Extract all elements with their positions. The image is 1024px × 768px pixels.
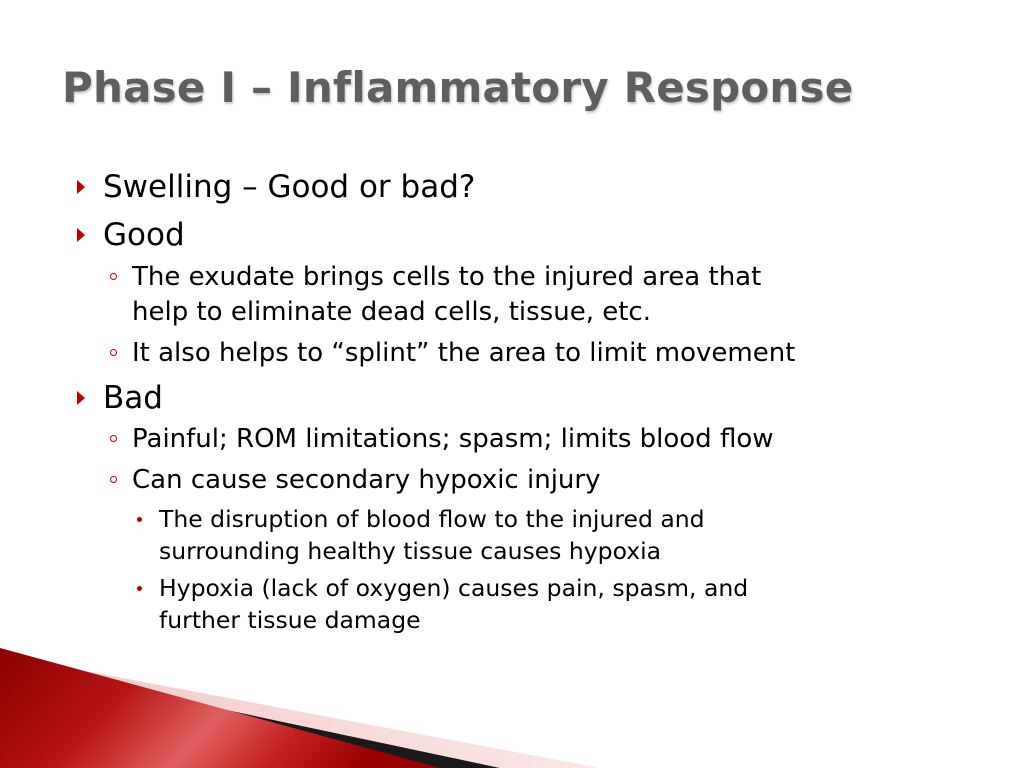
slide-title: Phase I – Inflammatory Response bbox=[62, 63, 854, 112]
bullet-swelling: Swelling – Good or bad? bbox=[103, 169, 476, 205]
sub-bullet-splint: It also helps to “splint” the area to limit movement bbox=[132, 338, 796, 368]
sub-sub-bullet-disruption-line-2: surrounding healthy tissue causes hypoxia bbox=[159, 537, 662, 565]
sub-bullet-painful: Painful; ROM limitations; spasm; limits blood flow bbox=[132, 424, 774, 454]
sub-bullet-exudate-line-2: help to eliminate dead cells, tissue, etc. bbox=[132, 297, 651, 327]
sub-sub-bullet-hypoxia-line-2: further tissue damage bbox=[159, 606, 421, 634]
sub-bullet-exudate-line-1: The exudate brings cells to the injured area that bbox=[132, 262, 762, 292]
bullet-bad: Bad bbox=[103, 380, 163, 416]
bullet-good: Good bbox=[103, 217, 185, 253]
sub-sub-bullet-hypoxia-line-1: Hypoxia (lack of oxygen) causes pain, spasm, and bbox=[159, 574, 749, 602]
red-wedge-shape bbox=[0, 648, 440, 768]
sub-sub-bullet-disruption-line-1: The disruption of blood flow to the injured and bbox=[159, 505, 705, 533]
sub-bullet-hypoxic-injury: Can cause secondary hypoxic injury bbox=[132, 465, 601, 495]
